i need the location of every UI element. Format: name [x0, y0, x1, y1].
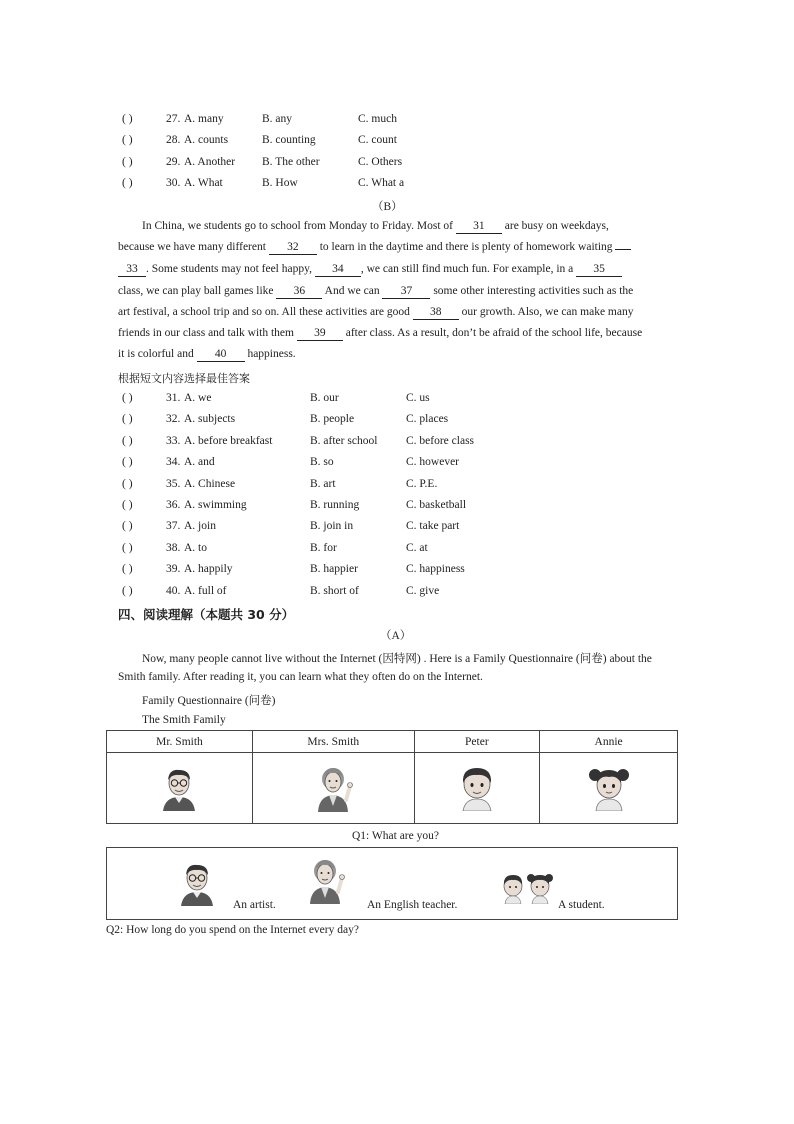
question-40 — [0, 585, 794, 601]
question-39 — [0, 563, 794, 579]
question-28 — [0, 134, 794, 150]
answer-paren[interactable]: ( ) — [122, 156, 133, 168]
question-38 — [0, 542, 794, 558]
option-c[interactable]: C. P.E. — [406, 478, 438, 490]
option-a[interactable]: A. swimming — [184, 499, 247, 511]
children-icon — [499, 872, 553, 904]
question-27 — [0, 113, 794, 129]
questionnaire-title: Family Questionnaire (问卷) — [142, 695, 276, 707]
question-number: 39. — [166, 563, 181, 575]
question-30 — [0, 177, 794, 193]
option-a[interactable]: A. to — [184, 542, 207, 554]
question-number: 38. — [166, 542, 181, 554]
girl-icon — [587, 765, 631, 811]
option-c[interactable]: C. count — [358, 134, 397, 146]
section-heading: 四、阅读理解（本题共 30 分） — [118, 607, 295, 622]
option-a[interactable]: A. happily — [184, 563, 233, 575]
man-glasses-icon — [159, 765, 199, 811]
question-number: 30. — [166, 177, 181, 189]
avatar-cell — [107, 753, 253, 824]
blank-40[interactable]: 40 — [197, 348, 245, 362]
option-b[interactable]: B. for — [310, 542, 337, 554]
question-36 — [0, 499, 794, 515]
blank-32[interactable]: 32 — [269, 241, 317, 255]
option-b[interactable]: B. running — [310, 499, 360, 511]
member-mrs-smith: Mrs. Smith — [252, 731, 414, 753]
man-glasses-icon — [177, 860, 217, 906]
option-c[interactable]: C. places — [406, 413, 449, 425]
answer-artist: An artist. — [233, 899, 276, 911]
reading-paragraph-line-2: Smith family. After reading it, you can learn what they often do on the Internet. — [118, 671, 483, 683]
question-number: 31. — [166, 392, 181, 404]
family-title: The Smith Family — [142, 714, 226, 726]
answer-paren[interactable]: ( ) — [122, 585, 133, 597]
option-c[interactable]: C. at — [406, 542, 428, 554]
question-number: 28. — [166, 134, 181, 146]
answer-paren[interactable]: ( ) — [122, 413, 133, 425]
boy-icon — [457, 765, 497, 811]
passage-line: class, we can play ball games like 36 And we can 37 some other interesting activities such as the — [118, 285, 634, 297]
question-number: 32. — [166, 413, 181, 425]
answer-paren[interactable]: ( ) — [122, 520, 133, 532]
blank-38[interactable]: 38 — [413, 306, 459, 320]
question-32 — [0, 413, 794, 429]
blank-31[interactable]: 31 — [456, 220, 502, 234]
option-b[interactable]: B. The other — [262, 156, 320, 168]
passage-line: friends in our class and talk with them 39 after class. As a result, don’t be afraid of the school life, because — [118, 327, 643, 339]
woman-waving-icon — [313, 764, 353, 812]
answer-paren[interactable]: ( ) — [122, 134, 133, 146]
option-b[interactable]: B. people — [310, 413, 355, 425]
family-table — [106, 730, 678, 824]
option-b[interactable]: B. join in — [310, 520, 354, 532]
answer-paren[interactable]: ( ) — [122, 392, 133, 404]
blank-36[interactable]: 36 — [276, 285, 322, 299]
blank-34[interactable]: 34 — [315, 263, 361, 277]
question-33 — [0, 435, 794, 451]
passage-line: it is colorful and 40 happiness. — [118, 348, 296, 360]
option-a[interactable]: A. counts — [184, 134, 229, 146]
answer-paren[interactable]: ( ) — [122, 113, 133, 125]
option-c[interactable]: C. basketball — [406, 499, 467, 511]
question-number: 40. — [166, 585, 181, 597]
blank-33-start[interactable] — [615, 249, 631, 250]
question-number: 34. — [166, 456, 181, 468]
option-a[interactable]: A. and — [184, 456, 215, 468]
blank-37[interactable]: 37 — [382, 285, 430, 299]
answer-paren[interactable]: ( ) — [122, 456, 133, 468]
option-c[interactable]: C. happiness — [406, 563, 465, 575]
question-number: 27. — [166, 113, 181, 125]
option-b[interactable]: B. our — [310, 392, 339, 404]
option-b[interactable]: B. any — [262, 113, 293, 125]
option-b[interactable]: B. counting — [262, 134, 316, 146]
option-a[interactable]: A. Another — [184, 156, 236, 168]
option-c[interactable]: C. give — [406, 585, 440, 597]
question-number: 35. — [166, 478, 181, 490]
instruction-text: 根据短文内容选择最佳答案 — [118, 372, 250, 385]
option-b[interactable]: B. How — [262, 177, 298, 189]
answer-paren[interactable]: ( ) — [122, 435, 133, 447]
question-q2: Q2: How long do you spend on the Internet every day? — [106, 924, 359, 936]
option-a[interactable]: A. Chinese — [184, 478, 236, 490]
option-a[interactable]: A. full of — [184, 585, 227, 597]
answer-english-teacher: An English teacher. — [367, 899, 458, 911]
section-b-label: （B） — [372, 201, 403, 213]
question-number: 33. — [166, 435, 181, 447]
answer-paren[interactable]: ( ) — [122, 499, 133, 511]
question-number: 29. — [166, 156, 181, 168]
option-a[interactable]: A. join — [184, 520, 216, 532]
section-a-label: （A） — [380, 630, 412, 642]
answer-student: A student. — [558, 899, 605, 911]
woman-waving-icon — [305, 856, 345, 904]
question-q1: Q1: What are you? — [352, 830, 439, 842]
blank-35[interactable]: 35 — [576, 263, 622, 277]
option-c[interactable]: C. much — [358, 113, 397, 125]
answer-paren[interactable]: ( ) — [122, 542, 133, 554]
answer-paren[interactable]: ( ) — [122, 177, 133, 189]
q1-answer-box — [106, 847, 678, 920]
option-a[interactable]: A. we — [184, 392, 212, 404]
question-34 — [0, 456, 794, 472]
option-b[interactable]: B. happier — [310, 563, 358, 575]
option-b[interactable]: B. short of — [310, 585, 359, 597]
answer-paren[interactable]: ( ) — [122, 563, 133, 575]
option-c[interactable]: C. us — [406, 392, 430, 404]
passage-line: 33 . Some students may not feel happy, 34 , we can still find much fun. For example, in a 35 — [118, 263, 622, 277]
option-a[interactable]: A. many — [184, 113, 224, 125]
avatar-cell — [540, 753, 678, 824]
avatar-cell — [252, 753, 414, 824]
passage-line: In China, we students go to school from Monday to Friday. Most of 31 are busy on weekdays, — [142, 220, 609, 232]
reading-paragraph-line-1: Now, many people cannot live without the Internet (因特网) . Here is a Family Questionnaire (问卷) about the — [142, 653, 652, 665]
option-b[interactable]: B. art — [310, 478, 336, 490]
question-29 — [0, 156, 794, 172]
option-a[interactable]: A. subjects — [184, 413, 236, 425]
avatar-cell — [414, 753, 540, 824]
passage-line: because we have many different 32 to learn in the daytime and there is plenty of homework waiting — [118, 241, 631, 255]
option-c[interactable]: C. What a — [358, 177, 405, 189]
option-c[interactable]: C. before class — [406, 435, 475, 447]
option-b[interactable]: B. so — [310, 456, 334, 468]
member-mr-smith: Mr. Smith — [107, 731, 253, 753]
option-c[interactable]: C. take part — [406, 520, 460, 532]
option-c[interactable]: C. however — [406, 456, 460, 468]
blank-33[interactable]: 33 — [118, 263, 146, 277]
question-35 — [0, 478, 794, 494]
question-number: 36. — [166, 499, 181, 511]
option-a[interactable]: A. before breakfast — [184, 435, 273, 447]
passage-line: art festival, a school trip and so on. All these activities are good 38 our growth. Also, we can make many — [118, 306, 634, 318]
answer-paren[interactable]: ( ) — [122, 478, 133, 490]
blank-39[interactable]: 39 — [297, 327, 343, 341]
member-annie: Annie — [540, 731, 678, 753]
question-31 — [0, 392, 794, 408]
question-37 — [0, 520, 794, 536]
option-a[interactable]: A. What — [184, 177, 223, 189]
option-c[interactable]: C. Others — [358, 156, 403, 168]
question-number: 37. — [166, 520, 181, 532]
member-peter: Peter — [414, 731, 540, 753]
option-b[interactable]: B. after school — [310, 435, 378, 447]
